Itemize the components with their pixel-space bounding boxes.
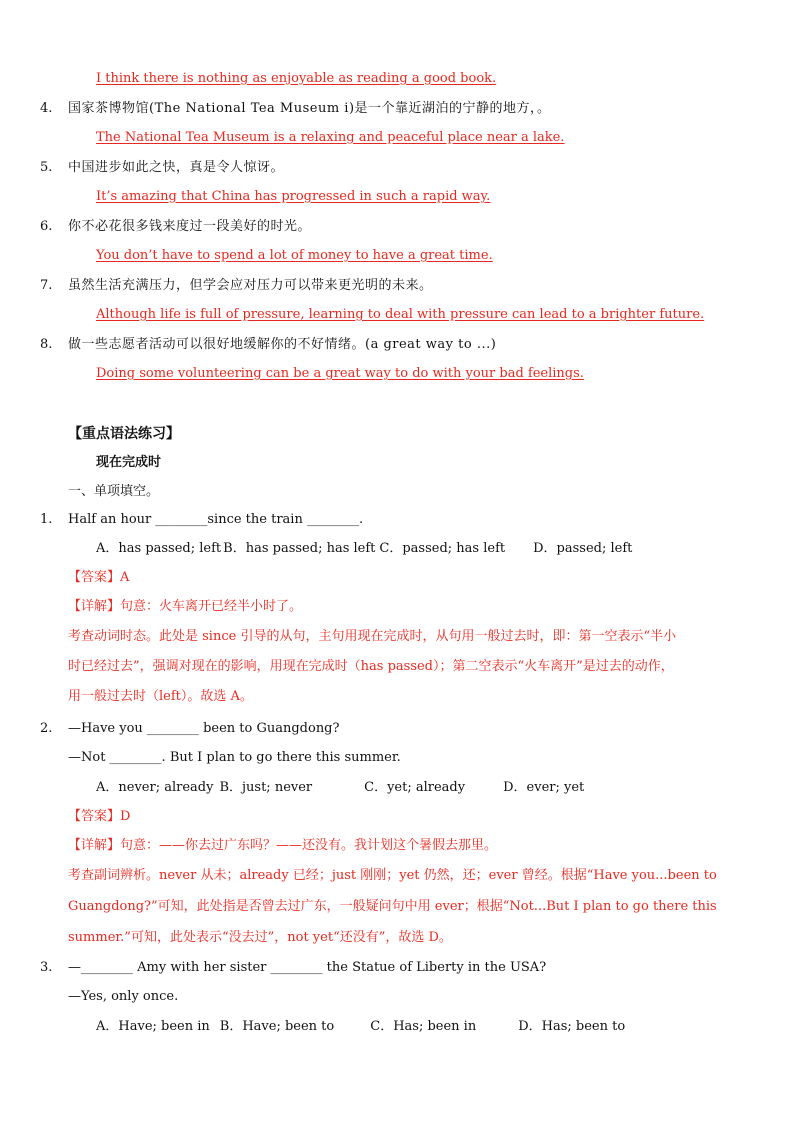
option-b: B．has passed; has left <box>223 541 376 556</box>
item-prompt: 国家茶博物馆(The National Tea Museum i)是一个靠近湖泊的宁静的地方，。 <box>68 101 551 116</box>
question-number: 2. <box>40 721 53 736</box>
option-d: D．ever; yet <box>503 780 585 795</box>
question-stem: —Have you ________ been to Guangdong? <box>68 721 340 736</box>
question-stem: —________ Amy with her sister ________ the Statue of Liberty in the USA? <box>68 960 547 975</box>
part-heading: 一、单项填空。 <box>68 484 160 499</box>
item-number: 5. <box>40 160 53 175</box>
question-options <box>96 541 632 557</box>
explain-line: Guangdong?”可知，此处指是否曾去过广东，一般疑问句中用 ever；根据“Not...But I plan to go there this <box>68 899 717 914</box>
explain-line: 考查动词时态。此处是 since 引导的从句，主句用现在完成时，从句用一般过去时，即：第一空表示“半小 <box>68 629 677 644</box>
option-b: B．Have; been to <box>219 1019 335 1034</box>
option-d: D．passed; left <box>533 541 633 556</box>
option-c: C．Has; been in <box>370 1019 477 1034</box>
answer-line: The National Tea Museum is a relaxing and peaceful place near a lake. <box>96 130 565 145</box>
item-number: 8. <box>40 337 53 352</box>
question-number: 3. <box>40 960 53 975</box>
item-number: 4. <box>40 101 53 116</box>
option-a: A．Have; been in <box>96 1019 210 1034</box>
explain-line: summer.”可知，此处表示“没去过”，not yet“还没有”，故选 D。 <box>68 930 452 945</box>
answer-label: 【答案】A <box>68 570 130 585</box>
answer-line: Doing some volunteering can be a great way to do with your bad feelings. <box>96 366 584 381</box>
option-b: B．just; never <box>219 780 313 795</box>
explain-line: 用一般过去时（left）。故选 A。 <box>68 689 253 704</box>
question-options <box>96 780 584 796</box>
item-prompt: 做一些志愿者活动可以很好地缓解你的不好情绪。(a great way to ...) <box>68 337 497 352</box>
answer-line: Although life is full of pressure, learning to deal with pressure can lead to a brighter future. <box>96 307 705 322</box>
option-d: D．Has; been to <box>518 1019 626 1034</box>
answer-line: You don’t have to spend a lot of money to have a great time. <box>96 248 493 263</box>
section-subtitle: 现在完成时 <box>96 455 162 470</box>
answer-line: It’s amazing that China has progressed in such a rapid way. <box>96 189 491 204</box>
question-stem: —Not ________. But I plan to go there this summer. <box>68 750 401 765</box>
option-a: A．has passed; left <box>96 541 222 556</box>
question-stem: —Yes, only once. <box>68 989 179 1004</box>
explain-line: 【详解】句意：——你去过广东吗？——还没有。我计划这个暑假去那里。 <box>68 838 498 853</box>
option-c: C．passed; has left <box>379 541 506 556</box>
item-prompt: 你不必花很多钱来度过一段美好的时光。 <box>68 219 312 234</box>
explain-line: 【详解】句意：火车离开已经半小时了。 <box>68 599 303 614</box>
explain-line: 考查副词辨析。never 从未；already 已经；just 刚刚；yet 仍然，还；ever 曾经。根据“Have you...been to <box>68 868 717 883</box>
question-stem: Half an hour ________since the train ________. <box>68 512 364 527</box>
item-number: 7. <box>40 278 53 293</box>
answer-label: 【答案】D <box>68 809 131 824</box>
explain-line: 时已经过去”，强调对现在的影响，用现在完成时（has passed）；第二空表示“火车离开”是过去的动作， <box>68 659 674 674</box>
item-prompt: 虽然生活充满压力，但学会应对压力可以带来更光明的未来。 <box>68 278 433 293</box>
item-prompt: 中国进步如此之快，真是令人惊讶。 <box>68 160 285 175</box>
item-number: 6. <box>40 219 53 234</box>
option-a: A．never; already <box>96 780 214 795</box>
section-title: 【重点语法练习】 <box>68 426 180 442</box>
answer-line: I think there is nothing as enjoyable as reading a good book. <box>96 71 497 86</box>
option-c: C．yet; already <box>364 780 466 795</box>
question-number: 1. <box>40 512 53 527</box>
question-options <box>96 1019 625 1035</box>
